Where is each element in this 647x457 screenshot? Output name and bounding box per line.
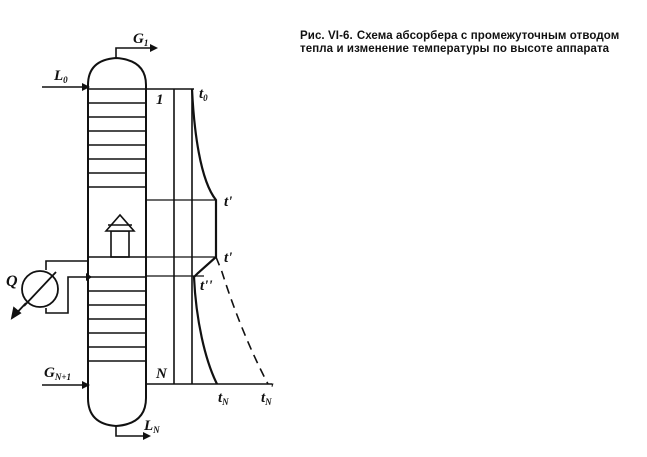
figure-caption <box>300 30 635 56</box>
temperature-graph <box>146 89 272 384</box>
label-heat-q: Q <box>6 273 18 290</box>
trays-upper-section <box>88 89 146 187</box>
heat-exchanger <box>12 271 58 318</box>
label-t-bottom: $t_N$ <box>218 390 229 407</box>
label-gas-in: $G_{N+1}$ <box>44 365 71 382</box>
trays-lower-section <box>88 277 146 361</box>
label-gas-out: $G_1$ <box>133 31 149 48</box>
absorber-column <box>88 58 146 426</box>
label-t-prime-1: t' <box>224 194 233 210</box>
chimney-tray <box>88 215 146 257</box>
label-t-top: $t_0$ <box>199 86 208 103</box>
label-liquid-in: $L_0$ <box>54 68 68 85</box>
figure-number: Рис. VI-6. <box>300 30 353 42</box>
temperature-profile-dashed <box>216 257 268 384</box>
gas-outlet-pipe <box>116 48 150 58</box>
caption-text: Схема абсорбера с промежуточным отводом тепла и изменение температуры по высоте аппарата <box>300 30 620 55</box>
label-t-prime-2: t' <box>224 250 233 266</box>
label-stage-bottom: N <box>156 366 167 382</box>
gas-outlet-arrow <box>150 44 158 52</box>
label-liquid-out: $L_N$ <box>144 418 160 435</box>
liquid-outlet-pipe <box>116 426 144 436</box>
label-t-double-prime: t'' <box>200 278 213 294</box>
label-t-bottom-alt: $t_N'$ <box>261 381 274 407</box>
label-stage-top: 1 <box>156 92 164 108</box>
temperature-profile-solid <box>192 89 217 384</box>
